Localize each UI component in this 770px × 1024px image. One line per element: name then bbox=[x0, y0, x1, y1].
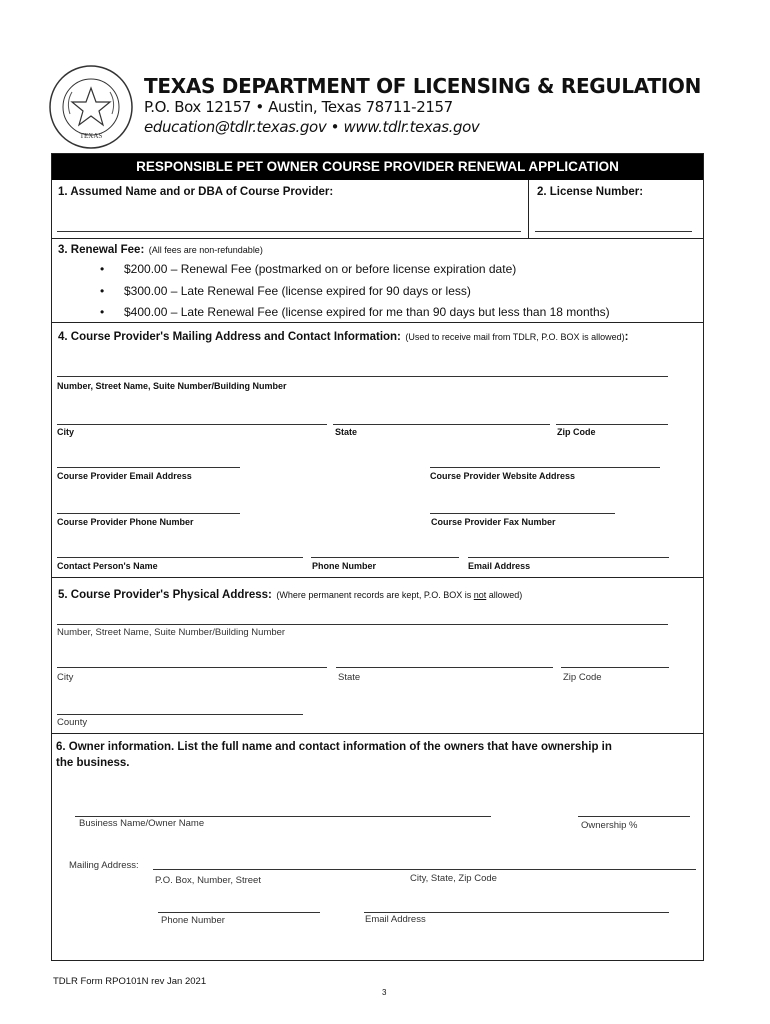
physical-county-field[interactable] bbox=[57, 714, 303, 715]
form-id: TDLR Form RPO101N rev Jan 2021 bbox=[53, 976, 207, 987]
provider-phone-field[interactable] bbox=[57, 513, 240, 514]
renewal-fee-note: (All fees are non-refundable) bbox=[148, 245, 263, 255]
divider bbox=[51, 322, 704, 323]
owner-info-label-line2: the business. bbox=[56, 757, 130, 769]
form-title: RESPONSIBLE PET OWNER COURSE PROVIDER RENEWAL APPLICATION bbox=[52, 154, 703, 180]
physical-county-label: County bbox=[57, 717, 88, 728]
owner-email-label: Email Address bbox=[365, 914, 426, 925]
mailing-city-label: City bbox=[57, 427, 75, 437]
license-number-field[interactable] bbox=[535, 231, 692, 232]
contact-phone-label: Phone Number bbox=[312, 561, 377, 571]
physical-state-field[interactable] bbox=[336, 667, 553, 668]
provider-email-label: Course Provider Email Address bbox=[57, 471, 192, 481]
owner-email-field[interactable] bbox=[364, 912, 669, 913]
ownership-percent-field[interactable] bbox=[578, 816, 690, 817]
physical-street-label: Number, Street Name, Suite Number/Building Number bbox=[57, 627, 286, 638]
provider-phone-label: Course Provider Phone Number bbox=[57, 517, 194, 527]
renewal-fee-heading bbox=[58, 240, 263, 258]
mailing-address-note: (Used to receive mail from TDLR, P.O. BOX is allowed) bbox=[405, 332, 625, 342]
fee-option-late-18mo: • $400.00 – Late Renewal Fee (license expired for me than 90 days but less than 18 months) bbox=[124, 305, 610, 319]
svg-text:TEXAS: TEXAS bbox=[79, 132, 103, 140]
mailing-state-label: State bbox=[335, 427, 358, 437]
owner-name-label: Business Name/Owner Name bbox=[79, 818, 205, 829]
divider bbox=[51, 238, 704, 239]
owner-phone-label: Phone Number bbox=[161, 915, 225, 926]
contact-name-field[interactable] bbox=[57, 557, 303, 558]
agency-name: TEXAS DEPARTMENT OF LICENSING & REGULATION bbox=[144, 74, 702, 98]
contact-email-label: Email Address bbox=[468, 561, 531, 571]
mailing-city-field[interactable] bbox=[57, 424, 327, 425]
owner-info-label-line1: 6. Owner information. List the full name and contact information of the owners that have ownership in bbox=[56, 741, 612, 753]
provider-fax-label: Course Provider Fax Number bbox=[431, 517, 556, 527]
mailing-zip-label: Zip Code bbox=[557, 427, 596, 437]
mailing-address-label: 4. Course Provider's Mailing Address and Contact Information: bbox=[58, 331, 401, 343]
physical-state-label: State bbox=[338, 672, 361, 683]
provider-email-field[interactable] bbox=[57, 467, 240, 468]
mailing-street-field[interactable] bbox=[57, 376, 668, 377]
owner-city-state-zip-label: City, State, Zip Code bbox=[410, 873, 497, 884]
provider-website-label: Course Provider Website Address bbox=[430, 471, 576, 481]
owner-mailing-field[interactable] bbox=[153, 869, 696, 870]
divider bbox=[51, 733, 704, 734]
physical-zip-field[interactable] bbox=[561, 667, 669, 668]
physical-city-field[interactable] bbox=[57, 667, 327, 668]
owner-phone-field[interactable] bbox=[158, 912, 320, 913]
physical-address-label: 5. Course Provider's Physical Address: bbox=[58, 589, 272, 601]
mailing-street-label: Number, Street Name, Suite Number/Building Number bbox=[57, 381, 287, 391]
physical-city-label: City bbox=[57, 672, 74, 683]
agency-contact: education@tdlr.texas.gov • www.tdlr.texas.gov bbox=[144, 118, 480, 136]
owner-name-field[interactable] bbox=[75, 816, 491, 817]
divider bbox=[51, 577, 704, 578]
contact-name-label: Contact Person's Name bbox=[57, 561, 158, 571]
physical-street-field[interactable] bbox=[57, 624, 668, 625]
provider-website-field[interactable] bbox=[430, 467, 660, 468]
mailing-state-field[interactable] bbox=[333, 424, 550, 425]
mailing-zip-field[interactable] bbox=[556, 424, 668, 425]
agency-address: P.O. Box 12157 • Austin, Texas 78711-2157 bbox=[144, 98, 453, 116]
contact-phone-field[interactable] bbox=[311, 557, 459, 558]
provider-fax-field[interactable] bbox=[430, 513, 615, 514]
physical-zip-label: Zip Code bbox=[563, 672, 602, 683]
contact-email-field[interactable] bbox=[468, 557, 669, 558]
state-seal-icon bbox=[48, 64, 134, 150]
page-number: 3 bbox=[382, 988, 387, 997]
physical-address-note: (Where permanent records are kept, P.O. BOX is not allowed) bbox=[276, 590, 523, 600]
renewal-fee-label: 3. Renewal Fee: bbox=[58, 244, 145, 256]
owner-po-box-label: P.O. Box, Number, Street bbox=[155, 875, 261, 886]
fee-option-renewal: • $200.00 – Renewal Fee (postmarked on or before license expiration date) bbox=[124, 262, 516, 276]
assumed-name-label: 1. Assumed Name and or DBA of Course Provider: bbox=[58, 186, 334, 198]
divider bbox=[528, 180, 529, 238]
assumed-name-field[interactable] bbox=[57, 231, 521, 232]
license-number-label: 2. License Number: bbox=[537, 186, 644, 198]
mailing-address-heading: 4. Course Provider's Mailing Address and Contact Information: (Used to receive mail from TDLR, P.O. BOX is allowed): bbox=[58, 331, 629, 343]
fee-option-late-90: • $300.00 – Late Renewal Fee (license expired for 90 days or less) bbox=[124, 284, 471, 298]
physical-address-heading bbox=[58, 585, 522, 603]
owner-mailing-label: Mailing Address: bbox=[69, 860, 139, 871]
ownership-percent-label: Ownership % bbox=[581, 820, 638, 831]
